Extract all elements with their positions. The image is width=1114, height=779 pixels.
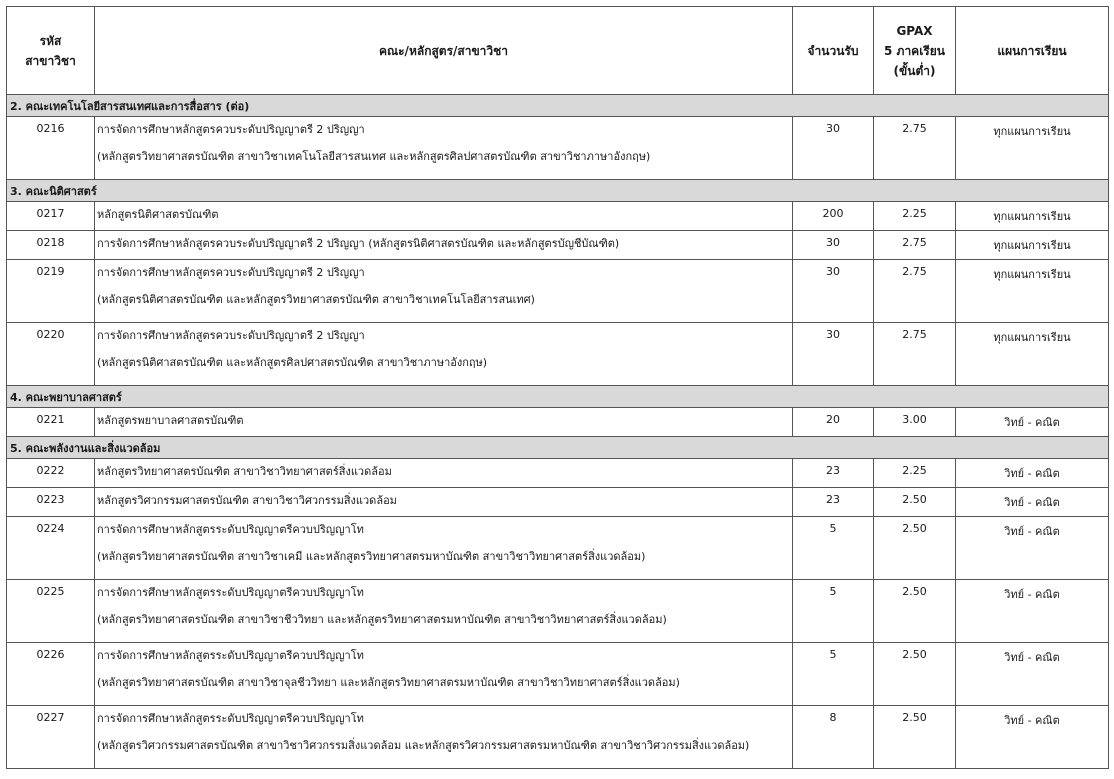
program-code: 0222 [7, 459, 95, 488]
gpax-min: 2.50 [874, 488, 956, 517]
gpax-min: 2.75 [874, 117, 956, 180]
program-name [95, 580, 793, 643]
header-code-line2: สาขาวิชา [25, 53, 76, 68]
program-name-line1: หลักสูตรนิติศาสตรบัณฑิต [97, 208, 219, 221]
gpax-min: 2.25 [874, 202, 956, 231]
admission-table [6, 6, 1109, 769]
header-name: คณะ/หลักสูตร/สาขาวิชา [95, 7, 793, 95]
program-code: 0227 [7, 706, 95, 769]
table-row [7, 231, 1109, 260]
program-name-line1: การจัดการศึกษาหลักสูตรระดับปริญญาตรีควบปริญญาโท [97, 712, 364, 725]
program-name [95, 260, 793, 323]
faculty-group-row [7, 386, 1109, 408]
study-plan: วิทย์ - คณิต [956, 408, 1109, 437]
program-name-line1: หลักสูตรพยาบาลศาสตรบัณฑิต [97, 414, 244, 427]
faculty-title: 4. คณะพยาบาลศาสตร์ [7, 386, 1109, 408]
admission-table-container [6, 6, 1108, 769]
program-code: 0220 [7, 323, 95, 386]
table-body [7, 95, 1109, 769]
program-name-line1: การจัดการศึกษาหลักสูตรควบระดับปริญญาตรี 2 ปริญญา (หลักสูตรนิติศาสตรบัณฑิต และหลักสูตรบัญชีบัณฑิต) [97, 237, 620, 250]
table-row [7, 323, 1109, 386]
seats-count: 5 [793, 580, 874, 643]
table-row [7, 117, 1109, 180]
table-row [7, 706, 1109, 769]
table-row [7, 488, 1109, 517]
program-code: 0223 [7, 488, 95, 517]
program-name-line1: การจัดการศึกษาหลักสูตรควบระดับปริญญาตรี 2 ปริญญา [97, 123, 365, 136]
table-row [7, 643, 1109, 706]
program-name [95, 517, 793, 580]
program-name-line1: การจัดการศึกษาหลักสูตรระดับปริญญาตรีควบปริญญาโท [97, 586, 364, 599]
gpax-min: 2.25 [874, 459, 956, 488]
seats-count: 30 [793, 323, 874, 386]
gpax-min: 2.50 [874, 706, 956, 769]
study-plan: ทุกแผนการเรียน [956, 260, 1109, 323]
program-name [95, 706, 793, 769]
program-name [95, 202, 793, 231]
seats-count: 5 [793, 517, 874, 580]
faculty-title: 3. คณะนิติศาสตร์ [7, 180, 1109, 202]
study-plan: ทุกแผนการเรียน [956, 202, 1109, 231]
program-name-line2: (หลักสูตรวิทยาศาสตรบัณฑิต สาขาวิชาเคมี และหลักสูตรวิทยาศาสตรมหาบัณฑิต สาขาวิชาวิทยาศาสตร์สิ่งแวดล้อม) [97, 550, 646, 563]
study-plan: ทุกแผนการเรียน [956, 117, 1109, 180]
program-name-line1: หลักสูตรวิศวกรรมศาสตรบัณฑิต สาขาวิชาวิศวกรรมสิ่งแวดล้อม [97, 494, 397, 507]
faculty-group-row [7, 180, 1109, 202]
header-gpax-line3: (ขั้นต่ำ) [893, 63, 936, 78]
gpax-min: 2.75 [874, 260, 956, 323]
program-name [95, 488, 793, 517]
program-name-line1: การจัดการศึกษาหลักสูตรระดับปริญญาตรีควบปริญญาโท [97, 523, 364, 536]
table-row [7, 202, 1109, 231]
program-code: 0226 [7, 643, 95, 706]
table-row [7, 408, 1109, 437]
program-code: 0224 [7, 517, 95, 580]
gpax-min: 2.50 [874, 643, 956, 706]
gpax-min: 2.50 [874, 580, 956, 643]
program-name-line1: การจัดการศึกษาหลักสูตรระดับปริญญาตรีควบปริญญาโท [97, 649, 364, 662]
program-code: 0216 [7, 117, 95, 180]
faculty-group-row [7, 95, 1109, 117]
header-gpax-line2: 5 ภาคเรียน [884, 43, 945, 58]
seats-count: 30 [793, 260, 874, 323]
seats-count: 30 [793, 231, 874, 260]
program-name-line2: (หลักสูตรวิศวกรรมศาสตรบัณฑิต สาขาวิชาวิศวกรรมสิ่งแวดล้อม และหลักสูตรวิศวกรรมศาสตรมหาบัณฑิต สาขาวิชาวิศวกรรมสิ่งแวดล้อม) [97, 739, 750, 752]
faculty-title: 2. คณะเทคโนโลยีสารสนเทศและการสื่อสาร (ต่อ) [7, 95, 1109, 117]
program-code: 0217 [7, 202, 95, 231]
study-plan: ทุกแผนการเรียน [956, 323, 1109, 386]
study-plan: วิทย์ - คณิต [956, 459, 1109, 488]
table-header [7, 7, 1109, 95]
study-plan: วิทย์ - คณิต [956, 517, 1109, 580]
program-name-line1: หลักสูตรวิทยาศาสตรบัณฑิต สาขาวิชาวิทยาศาสตร์สิ่งแวดล้อม [97, 465, 392, 478]
gpax-min: 2.50 [874, 517, 956, 580]
study-plan: วิทย์ - คณิต [956, 706, 1109, 769]
faculty-title: 5. คณะพลังงานและสิ่งแวดล้อม [7, 437, 1109, 459]
gpax-min: 2.75 [874, 231, 956, 260]
program-name-line2: (หลักสูตรวิทยาศาสตรบัณฑิต สาขาวิชาเทคโนโลยีสารสนเทศ และหลักสูตรศิลปศาสตรบัณฑิต สาขาวิชาภาษาอังกฤษ) [97, 150, 651, 163]
program-code: 0225 [7, 580, 95, 643]
program-name-line2: (หลักสูตรนิติศาสตรบัณฑิต และหลักสูตรวิทยาศาสตรบัณฑิต สาขาวิชาเทคโนโลยีสารสนเทศ) [97, 293, 535, 306]
program-code: 0218 [7, 231, 95, 260]
program-name [95, 408, 793, 437]
study-plan: วิทย์ - คณิต [956, 580, 1109, 643]
program-name [95, 323, 793, 386]
gpax-min: 2.75 [874, 323, 956, 386]
program-name-line1: การจัดการศึกษาหลักสูตรควบระดับปริญญาตรี 2 ปริญญา [97, 266, 365, 279]
program-name-line1: การจัดการศึกษาหลักสูตรควบระดับปริญญาตรี 2 ปริญญา [97, 329, 365, 342]
header-seats: จำนวนรับ [793, 7, 874, 95]
study-plan: ทุกแผนการเรียน [956, 231, 1109, 260]
program-name-line2: (หลักสูตรวิทยาศาสตรบัณฑิต สาขาวิชาจุลชีววิทยา และหลักสูตรวิทยาศาสตรมหาบัณฑิต สาขาวิชาวิทยาศาสตร์สิ่งแวดล้อม) [97, 676, 680, 689]
program-code: 0221 [7, 408, 95, 437]
table-row [7, 260, 1109, 323]
header-code-line1: รหัส [39, 33, 62, 48]
table-row [7, 517, 1109, 580]
seats-count: 23 [793, 459, 874, 488]
seats-count: 200 [793, 202, 874, 231]
seats-count: 30 [793, 117, 874, 180]
table-row [7, 459, 1109, 488]
header-plan: แผนการเรียน [956, 7, 1109, 95]
seats-count: 8 [793, 706, 874, 769]
program-name-line2: (หลักสูตรวิทยาศาสตรบัณฑิต สาขาวิชาชีววิทยา และหลักสูตรวิทยาศาสตรมหาบัณฑิต สาขาวิชาวิทยาศาสตร์สิ่งแวดล้อม) [97, 613, 667, 626]
program-code: 0219 [7, 260, 95, 323]
program-name [95, 231, 793, 260]
seats-count: 20 [793, 408, 874, 437]
seats-count: 5 [793, 643, 874, 706]
faculty-group-row [7, 437, 1109, 459]
header-gpax-line1: GPAX [896, 23, 933, 38]
program-name [95, 117, 793, 180]
header-gpax [874, 7, 956, 95]
program-name [95, 459, 793, 488]
program-name [95, 643, 793, 706]
gpax-min: 3.00 [874, 408, 956, 437]
study-plan: วิทย์ - คณิต [956, 488, 1109, 517]
study-plan: วิทย์ - คณิต [956, 643, 1109, 706]
header-code [7, 7, 95, 95]
seats-count: 23 [793, 488, 874, 517]
table-row [7, 580, 1109, 643]
program-name-line2: (หลักสูตรนิติศาสตรบัณฑิต และหลักสูตรศิลปศาสตรบัณฑิต สาขาวิชาภาษาอังกฤษ) [97, 356, 488, 369]
